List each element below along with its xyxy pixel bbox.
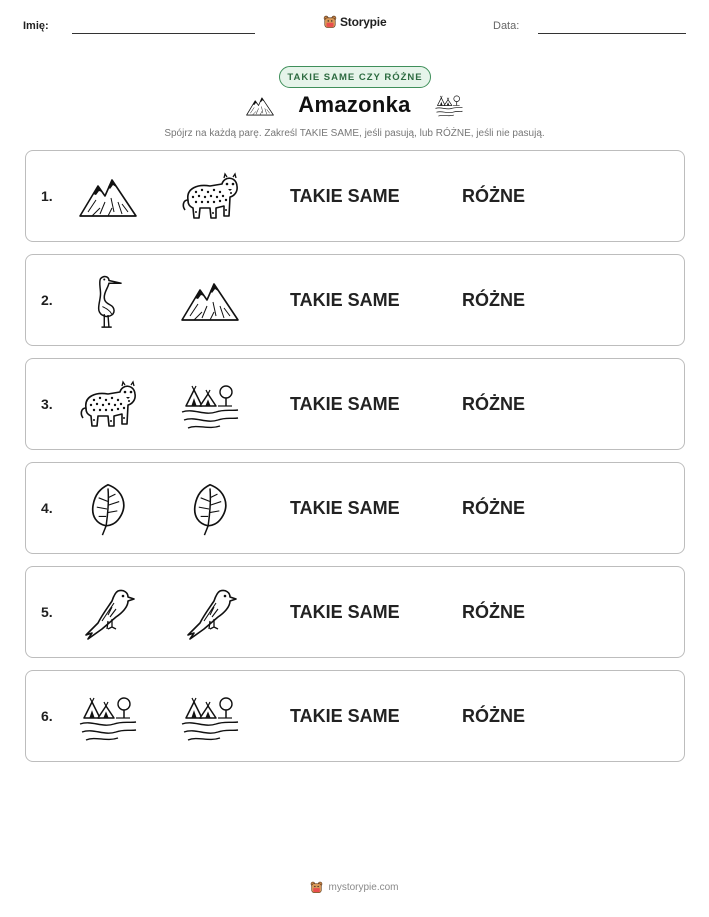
bird-icon: [78, 585, 138, 641]
exercise-row: [25, 358, 685, 450]
page-title: Amazonka: [298, 92, 411, 117]
name-label: Imię:: [23, 20, 49, 32]
worksheet-type-badge: TAKIE SAME CZY RÓŻNE: [279, 66, 431, 88]
exercise-row: [25, 462, 685, 554]
brand-name: Storypie: [340, 15, 387, 29]
row-number: 5.: [41, 604, 53, 620]
village-icon: [78, 689, 138, 745]
heron-icon: [78, 273, 138, 329]
option-same[interactable]: TAKIE SAME: [290, 498, 400, 518]
instructions: Spójrz na każdą parę. Zakreśl TAKIE SAME, jeśli pasują, lub RÓŻNE, jeśli nie pasują.: [164, 128, 545, 139]
row-number: 4.: [41, 500, 53, 516]
jaguar-icon: [78, 377, 138, 433]
exercise-row: [25, 254, 685, 346]
storypie-logo: [323, 14, 386, 30]
village-icon: [180, 689, 240, 745]
storypie-mascot-icon: [323, 14, 337, 30]
option-different[interactable]: RÓŻNE: [462, 498, 525, 518]
date-label: Data:: [493, 20, 520, 32]
option-same[interactable]: TAKIE SAME: [290, 706, 400, 726]
footer-url: mystorypie.com: [328, 882, 399, 893]
date-field-line: [538, 33, 686, 34]
worksheet-header: [0, 14, 709, 38]
bird-icon: [180, 585, 240, 641]
option-same[interactable]: TAKIE SAME: [290, 290, 400, 310]
exercise-row: [25, 150, 685, 242]
footer: [0, 880, 709, 895]
row-number: 3.: [41, 396, 53, 412]
exercise-row: [25, 670, 685, 762]
option-different[interactable]: RÓŻNE: [462, 186, 525, 206]
leaf-icon: [180, 481, 240, 537]
mountains-icon: [180, 273, 240, 329]
option-same[interactable]: TAKIE SAME: [290, 394, 400, 414]
option-different[interactable]: RÓŻNE: [462, 290, 525, 310]
title-row: [0, 92, 709, 122]
village-icon: [434, 92, 464, 118]
row-number: 1.: [41, 188, 53, 204]
option-different[interactable]: RÓŻNE: [462, 602, 525, 622]
mountains-icon: [78, 169, 138, 225]
option-different[interactable]: RÓŻNE: [462, 394, 525, 414]
row-number: 2.: [41, 292, 53, 308]
row-number: 6.: [41, 708, 53, 724]
option-different[interactable]: RÓŻNE: [462, 706, 525, 726]
exercise-list: [25, 150, 685, 774]
option-same[interactable]: TAKIE SAME: [290, 186, 400, 206]
exercise-row: [25, 566, 685, 658]
option-same[interactable]: TAKIE SAME: [290, 602, 400, 622]
leaf-icon: [78, 481, 138, 537]
name-field-line: [72, 33, 255, 34]
jaguar-icon: [180, 169, 240, 225]
village-icon: [180, 377, 240, 433]
storypie-mascot-icon: [310, 880, 323, 895]
